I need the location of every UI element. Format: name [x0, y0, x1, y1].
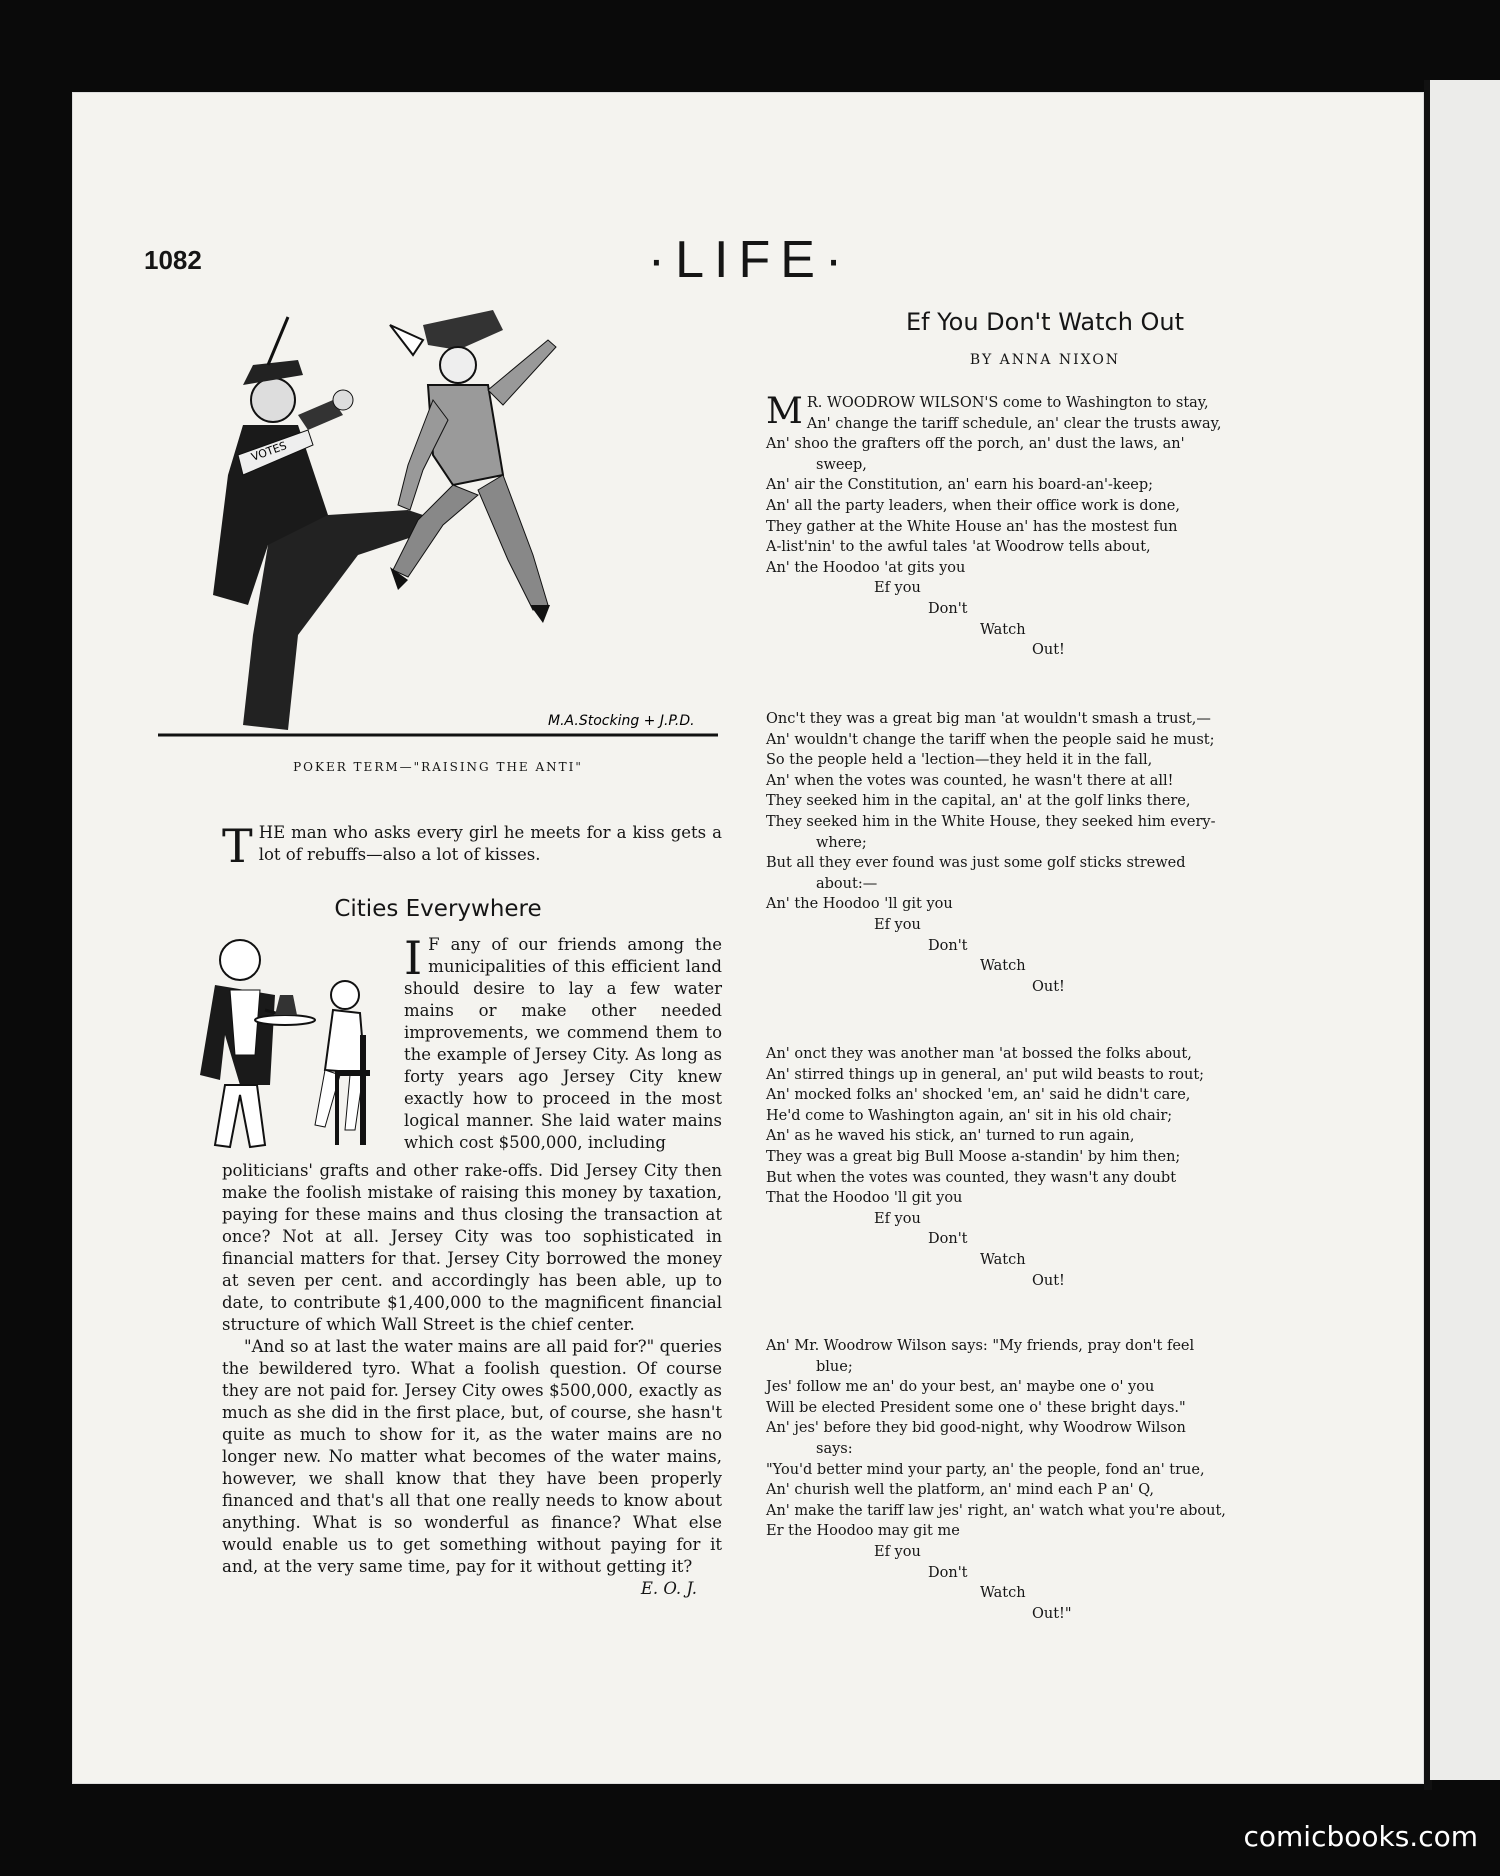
- refrain: [766, 578, 1266, 660]
- poem-line: Onc't they was a great big man 'at wouldn't smash a trust,—: [766, 711, 1211, 727]
- poem-line: An' shoo the grafters off the porch, an' dust the laws, an': [766, 436, 1185, 453]
- poem-line: An' churish well the platform, an' mind each P an' Q,: [766, 1482, 1154, 1499]
- poem-line: They gather at the White House an' has the mostest fun: [766, 518, 1178, 535]
- poem-byline: BY ANNA NIXON: [969, 352, 1121, 368]
- cities-everywhere-title: Cities Everywhere: [334, 896, 542, 922]
- poem-stanza-1: [766, 393, 1266, 661]
- cities-p1-rest: politicians' grafts and other rake-offs. Did Jersey City then make the foolish mistake of raising this money by taxation, paying for these mains and thus closing the transaction at once? Not at all. Jersey City was too sophisticated in financial matters for that. Jersey City borrowed the money at seven per cent. and accordingly has been able, up to date, to contribute $1,400,000 to the magnificent financial structure of which Wall Street is the chief center.: [222, 1161, 722, 1334]
- masthead: ·LIFE·: [647, 231, 853, 289]
- poem-line: says:: [816, 1440, 853, 1457]
- cities-dropcap: I: [404, 931, 423, 985]
- poem-line: An' as he waved his stick, an' turned to run again,: [766, 1128, 1135, 1145]
- cities-paragraph-continued: [222, 1160, 722, 1600]
- cities-p1-wrapped-text: F any of our friends among the municipalities of this efficient land should desire to lay a few water mains or make other needed improvements, we commend them to the example of Jersey City. As long as forty years ago Jersey City knew exactly how to proceed in the most logical manner. She laid water mains which cost $500,000, including: [404, 935, 722, 1152]
- refrain-line: Watch: [980, 1585, 1026, 1602]
- poem-line: An' when the votes was counted, he wasn't there at all!: [766, 772, 1174, 789]
- poem-line: But when the votes was counted, they wasn't any doubt: [766, 1169, 1177, 1186]
- poem-stanza-2: [766, 709, 1266, 997]
- refrain: [766, 1542, 1266, 1624]
- poem-line: An' mocked folks an' shocked 'em, an' said he didn't care,: [766, 1087, 1191, 1104]
- refrain-line: Don't: [928, 937, 968, 954]
- poem-line: An' the Hoodoo 'at gits you: [766, 559, 966, 576]
- refrain-line: Watch: [980, 1251, 1026, 1268]
- cities-p2-text: "And so at last the water mains are all paid for?" queries the bewildered tyro. What a foolish question. Of course they are not paid for. Jersey City owes $500,000, exactly as much as she did in the first place, but, of course, she hasn't quite as much to show for it, as the water mains are no longer new. No matter what becomes of the water mains, however, we shall know that they have been properly financed and that's all that one really needs to know about anything. What is so wonderful as finance? What else would enable us to get something without paying for it and, at the very same time, pay for it without getting it?: [222, 1337, 722, 1576]
- poem-line: sweep,: [816, 456, 867, 473]
- kiss-joke-paragraph: [222, 819, 722, 873]
- cartoon-signature: M.A.Stocking + J.P.D.: [548, 713, 695, 729]
- poem-line: An' the Hoodoo 'll git you: [766, 896, 953, 913]
- refrain-line: Watch: [980, 958, 1026, 975]
- poem-line: But all they ever found was just some golf sticks strewed: [766, 855, 1186, 872]
- refrain-line: Out!: [1032, 1272, 1065, 1289]
- poem-line: An' all the party leaders, when their office work is done,: [766, 497, 1180, 514]
- poem-line: An' onct they was another man 'at bossed the folks about,: [766, 1046, 1192, 1062]
- watermark-link[interactable]: comicbooks.com: [1243, 1820, 1478, 1853]
- poem-line: Er the Hoodoo may git me: [766, 1523, 960, 1540]
- cities-p2: [222, 1336, 722, 1598]
- refrain-line: Don't: [928, 1564, 968, 1581]
- refrain-line: Ef you: [874, 1543, 921, 1560]
- joke-text: HE man who asks every girl he meets for a kiss gets a lot of rebuffs—also a lot of kisses.: [258, 823, 722, 864]
- refrain: [766, 915, 1266, 997]
- refrain-line: Out!": [1032, 1605, 1072, 1622]
- poem-line: about:—: [816, 875, 878, 892]
- poem-line: R. WOODROW WILSON'S come to Washington to stay,: [806, 395, 1209, 411]
- refrain-line: Don't: [928, 600, 968, 617]
- poem-line: "You'd better mind your party, an' the people, fond an' true,: [766, 1461, 1205, 1478]
- poem-line: An' wouldn't change the tariff when the people said he must;: [766, 731, 1215, 748]
- cartoon-caption: POKER TERM—"RAISING THE ANTI": [293, 760, 583, 774]
- sash-text: VOTES: [249, 439, 289, 464]
- poem-line: An' jes' before they bid good-night, why Woodrow Wilson: [766, 1420, 1186, 1437]
- refrain-line: Out!: [1032, 978, 1065, 995]
- poem-line: An' Mr. Woodrow Wilson says: "My friends, pray don't feel: [766, 1338, 1195, 1354]
- poem-line: They seeked him in the White House, they seeked him every-: [766, 813, 1216, 830]
- refrain-line: Watch: [980, 621, 1026, 638]
- poem-stanza-3: [766, 1044, 1266, 1291]
- poem-stanza-4: [766, 1336, 1266, 1624]
- refrain-line: Ef you: [874, 580, 921, 597]
- poem-line: An' make the tariff law jes' right, an' watch what you're about,: [766, 1502, 1226, 1519]
- cities-signature: E. O. J.: [640, 1579, 697, 1598]
- poem-line: An' air the Constitution, an' earn his board-an'-keep;: [766, 477, 1154, 494]
- joke-dropcap: T: [222, 819, 253, 873]
- poem-line: An' stirred things up in general, an' put wild beasts to rout;: [766, 1066, 1205, 1083]
- refrain-line: Don't: [928, 1231, 968, 1248]
- poem-line: A-list'nin' to the awful tales 'at Woodrow tells about,: [766, 539, 1151, 556]
- poem-line: So the people held a 'lection—they held it in the fall,: [766, 752, 1153, 769]
- poem-dropcap: M: [766, 391, 803, 432]
- poem-line: An' change the tariff schedule, an' clear the trusts away,: [806, 415, 1222, 432]
- poem-line: where;: [816, 834, 867, 851]
- refrain-line: Ef you: [874, 916, 921, 933]
- waiter-cartoon-illustration: [185, 935, 400, 1153]
- poem-line: They was a great big Bull Moose a-standin' by him then;: [766, 1148, 1181, 1165]
- poem-title: Ef You Don't Watch Out: [905, 308, 1185, 336]
- poem-line: They seeked him in the capital, an' at the golf links there,: [766, 793, 1191, 810]
- poem-line: That the Hoodoo 'll git you: [766, 1190, 963, 1207]
- poem-line: blue;: [816, 1358, 853, 1375]
- poem-line: He'd come to Washington again, an' sit in his old chair;: [766, 1107, 1173, 1124]
- suffragette-cartoon-illustration: [158, 305, 718, 737]
- refrain-line: Ef you: [874, 1210, 921, 1227]
- page-number: 1082: [144, 245, 202, 275]
- refrain-line: Out!: [1032, 642, 1065, 659]
- cities-paragraph-wrapped: [404, 931, 722, 1154]
- poem-line: Jes' follow me an' do your best, an' maybe one o' you: [766, 1379, 1155, 1396]
- next-page-edge: [1430, 80, 1500, 1780]
- refrain: [766, 1209, 1266, 1291]
- poem-line: Will be elected President some one o' these bright days.": [766, 1399, 1186, 1416]
